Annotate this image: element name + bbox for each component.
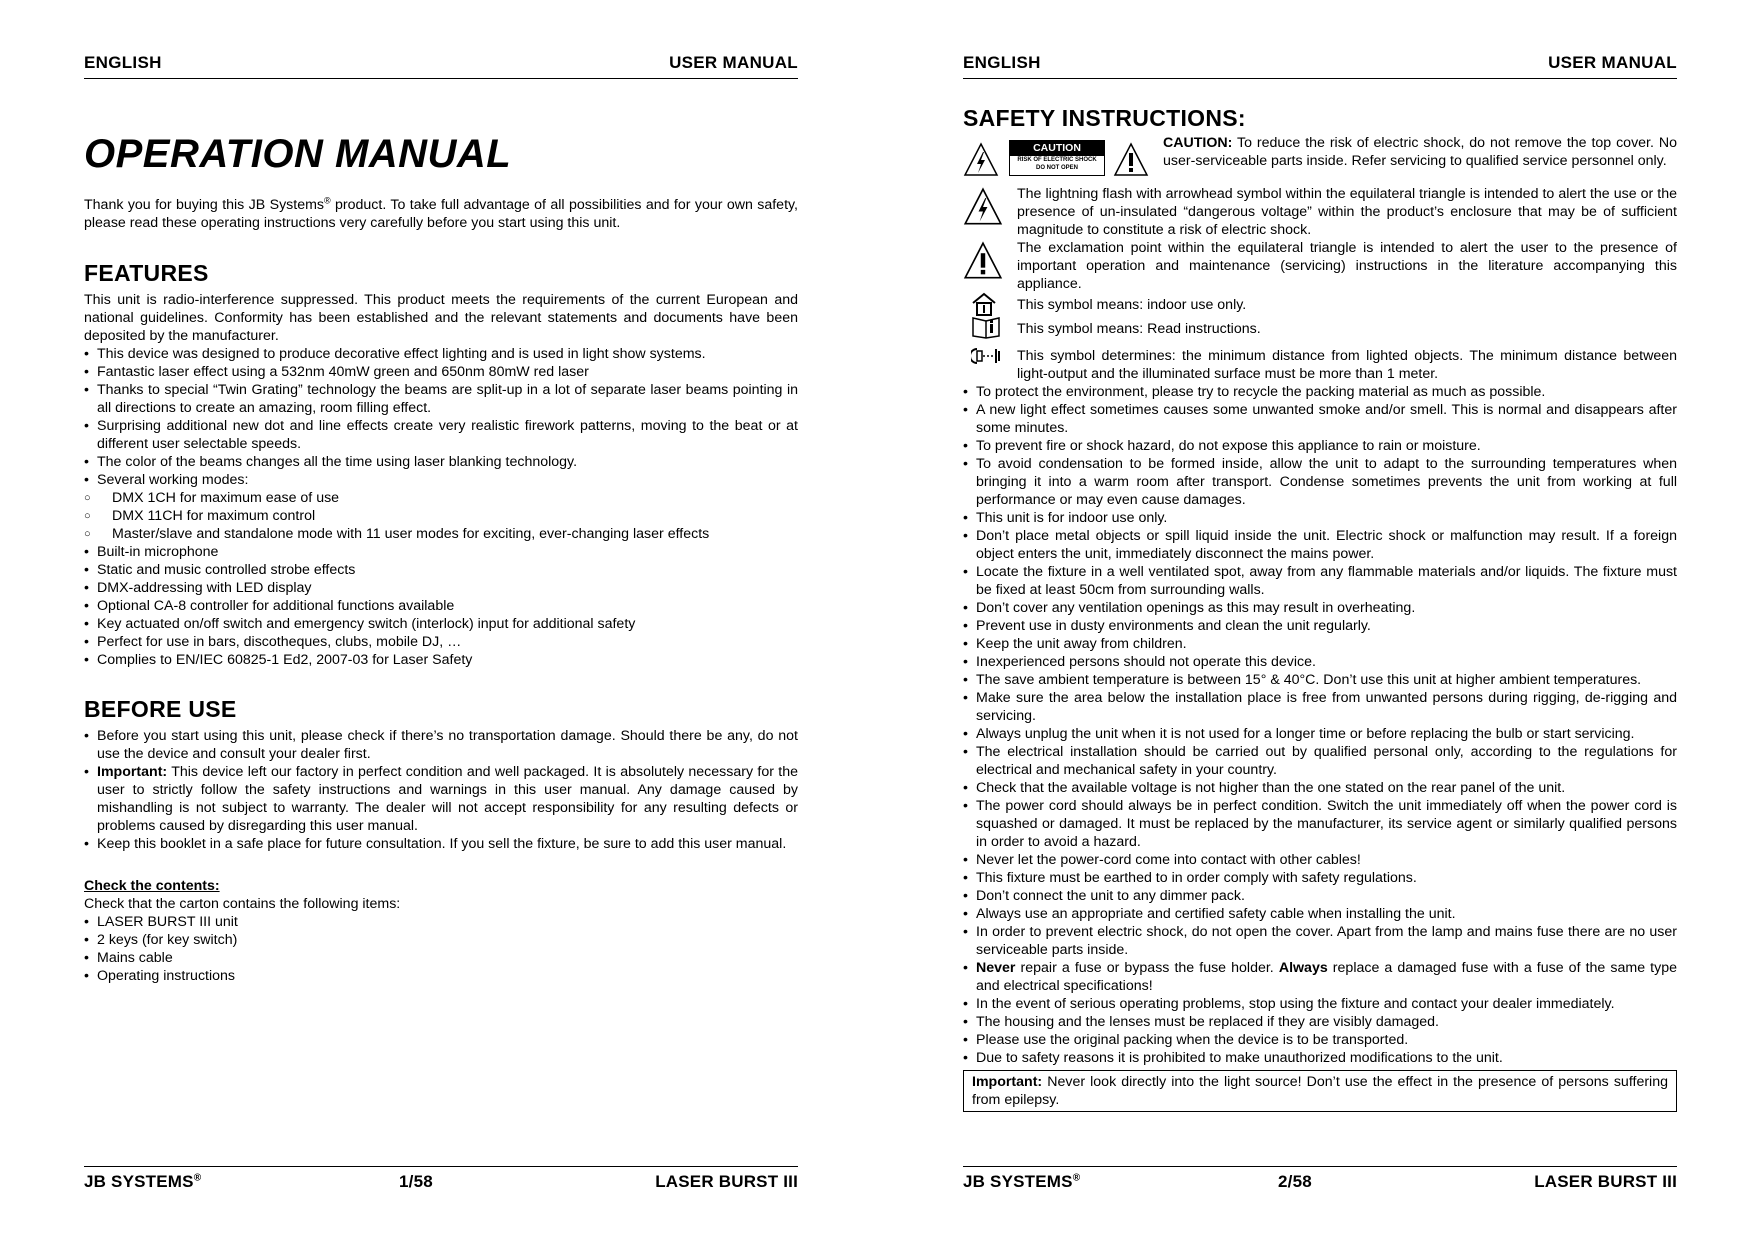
footer-brand: JB SYSTEMS® (963, 1172, 1081, 1191)
list-item: ○ DMX 1CH for maximum ease of use (84, 489, 798, 507)
header-language: ENGLISH (963, 53, 1041, 72)
list-item: • Never let the power-cord come into contact with other cables! (963, 851, 1677, 869)
modes-list (84, 489, 798, 543)
before-use-heading: BEFORE USE (84, 696, 237, 722)
list-item: • Complies to EN/IEC 60825-1 Ed2, 2007-03 for Laser Safety (84, 651, 798, 669)
features-heading: FEATURES (84, 260, 209, 286)
features-list-b (84, 543, 798, 669)
page-2 (963, 0, 1677, 1240)
indoor-house-icon (971, 291, 997, 317)
list-item: • Several working modes: (84, 471, 798, 489)
caution-label-box: CAUTION RISK OF ELECTRIC SHOCK DO NOT OPEN (1009, 140, 1105, 176)
list-item: • Locate the fixture in a well ventilated spot, away from any flammable materials and/or liquids. The fixture must be fixed at least 50cm from surrounding walls. (963, 563, 1677, 599)
page-1-content (84, 196, 798, 985)
list-item: • Due to safety reasons it is prohibited to make unauthorized modifications to the unit. (963, 1049, 1677, 1067)
read-instructions-row: This symbol means: Read instructions. (963, 317, 1677, 341)
list-item: • Please use the original packing when the device is to be transported. (963, 1031, 1677, 1049)
minimum-distance-icon (971, 347, 1003, 365)
list-item: • Surprising additional new dot and line effects create very realistic firework patterns, moving to the beat or at different user selectable speeds. (84, 417, 798, 453)
list-item: • The save ambient temperature is between 15° & 40°C. Don’t use this unit at higher ambient temperatures. (963, 671, 1677, 689)
footer-product: LASER BURST III (655, 1172, 798, 1191)
list-item: • Before you start using this unit, please check if there’s no transportation damage. Should there be any, do not use the device and consult your dealer first. (84, 727, 798, 763)
list-item: • Always use an appropriate and certified safety cable when installing the unit. (963, 905, 1677, 923)
exclamation-explanation: The exclamation point within the equilateral triangle is intended to alert the user to the presence of important operation and maintenance (servicing) instructions in the literature accompanying this appliance. (963, 239, 1677, 293)
list-item: • DMX-addressing with LED display (84, 579, 798, 597)
list-item: • Static and music controlled strobe effects (84, 561, 798, 579)
page-footer (963, 1166, 1677, 1191)
list-item: • Check that the available voltage is not higher than the one stated on the rear panel of the unit. (963, 779, 1677, 797)
list-item: • Perfect for use in bars, discotheques, clubs, mobile DJ, … (84, 633, 798, 651)
page-2-content (963, 104, 1677, 1112)
footer-page-number: 1/58 (399, 1172, 433, 1191)
list-item: • Don’t place metal objects or spill liquid inside the unit. Electric shock or malfunction may result. If a foreign object enters the unit, immediately disconnect the mains power. (963, 527, 1677, 563)
check-contents-list (84, 913, 798, 985)
list-item: • Important: This device left our factory in perfect condition and well packaged. It is absolutely necessary for the user to strictly follow the safety instructions and warnings in this user manual. Any damage caused by mishandling is not subject to warranty. The dealer will not accept responsibility for any resulting defects or problems caused by disregarding this user manual. (84, 763, 798, 835)
list-item: • Key actuated on/off switch and emergency switch (interlock) input for additional safety (84, 615, 798, 633)
indoor-use-row: This symbol means: indoor use only. (963, 293, 1677, 317)
list-item: • The color of the beams changes all the time using laser blanking technology. (84, 453, 798, 471)
safety-instructions-heading: SAFETY INSTRUCTIONS: (963, 105, 1246, 131)
minimum-distance-row: This symbol determines: the minimum distance from lighted objects. The minimum distance between light-output and the illuminated surface must be more than 1 meter. (963, 347, 1677, 383)
read-instructions-book-icon (971, 315, 1001, 339)
lightning-warning-icon (963, 142, 999, 178)
lightning-explanation: The lightning flash with arrowhead symbol within the equilateral triangle is intended to alert the use or the presence of un-insulated “dangerous voltage” within the product’s enclosure that may be of sufficient magnitude to constitute a risk of electric shock. (963, 185, 1677, 239)
list-item: • Keep this booklet in a safe place for future consultation. If you sell the fixture, be sure to add this user manual. (84, 835, 798, 853)
list-item: • Prevent use in dusty environments and clean the unit regularly. (963, 617, 1677, 635)
intro-paragraph: Thank you for buying this JB Systems® product. To take full advantage of all possibilities and for your own safety, please read these operating instructions very carefully before you start using this unit. (84, 195, 798, 231)
list-item: • The housing and the lenses must be replaced if they are visibly damaged. (963, 1013, 1677, 1031)
list-item: • To avoid condensation to be formed inside, allow the unit to adapt to the surrounding temperatures when bringing it into a warm room after transport. Condense sometimes prevents the unit from working at full performance or may even cause damages. (963, 455, 1677, 509)
page-1 (84, 0, 798, 1240)
list-item: • Thanks to special “Twin Grating” technology the beams are split-up in a lot of separate laser beams pointing in all directions to create an amazing, room filling effect. (84, 381, 798, 417)
list-item: • Make sure the area below the installation place is free from unwanted persons during rigging, de-rigging and servicing. (963, 689, 1677, 725)
list-item: • Fantastic laser effect using a 532nm 40mW green and 650nm 80mW red laser (84, 363, 798, 381)
header-doc-type: USER MANUAL (1548, 53, 1677, 72)
list-item: • Mains cable (84, 949, 798, 967)
list-item: • The power cord should always be in perfect condition. Switch the unit immediately off when the power cord is squashed or damaged. It must be replaced by the manufacturer, its service agent or similarly qualified persons in order to avoid a hazard. (963, 797, 1677, 851)
footer-brand: JB SYSTEMS® (84, 1172, 202, 1191)
footer-page-number: 2/58 (1278, 1172, 1312, 1191)
list-item: • This unit is for indoor use only. (963, 509, 1677, 527)
list-item: • Optional CA-8 controller for additional functions available (84, 597, 798, 615)
list-item: • LASER BURST III unit (84, 913, 798, 931)
list-item: • 2 keys (for key switch) (84, 931, 798, 949)
list-item: • This device was designed to produce decorative effect lighting and is used in light show systems. (84, 345, 798, 363)
list-item: • Operating instructions (84, 967, 798, 985)
safety-list-fuse (963, 959, 1677, 995)
exclamation-triangle-icon (963, 241, 1003, 281)
header-language: ENGLISH (84, 53, 162, 72)
check-contents-heading: Check the contents: (84, 878, 220, 894)
list-item: • To protect the environment, please try to recycle the packing material as much as possible. (963, 383, 1677, 401)
list-item: • To prevent fire or shock hazard, do not expose this appliance to rain or moisture. (963, 437, 1677, 455)
features-list-a (84, 345, 798, 489)
list-item: • This fixture must be earthed to in order comply with safety regulations. (963, 869, 1677, 887)
list-item: • Don’t cover any ventilation openings as this may result in overheating. (963, 599, 1677, 617)
exclamation-warning-icon (1113, 142, 1149, 178)
footer-product: LASER BURST III (1534, 1172, 1677, 1191)
check-contents-intro: Check that the carton contains the following items: (84, 896, 401, 912)
page-header (84, 54, 798, 79)
page-header (963, 54, 1677, 79)
list-item: • Built-in microphone (84, 543, 798, 561)
lightning-triangle-icon (963, 187, 1003, 227)
list-item: • Never repair a fuse or bypass the fuse holder. Always replace a damaged fuse with a fuse of the same type and electrical specifications! (963, 959, 1677, 995)
list-item: • A new light effect sometimes causes some unwanted smoke and/or smell. This is normal and disappears after some minutes. (963, 401, 1677, 437)
list-item: • In order to prevent electric shock, do not open the cover. Apart from the lamp and mains fuse there are no user serviceable parts inside. (963, 923, 1677, 959)
before-use-list (84, 727, 798, 853)
list-item: ○ Master/slave and standalone mode with 11 user modes for exciting, ever-changing laser effects (84, 525, 798, 543)
list-item: • In the event of serious operating problems, stop using the fixture and contact your dealer immediately. (963, 995, 1677, 1013)
operation-manual-title: OPERATION MANUAL (84, 132, 512, 176)
caution-row (963, 134, 1677, 188)
important-notice-box: Important: Never look directly into the light source! Don’t use the effect in the presence of persons suffering from epilepsy. (963, 1070, 1677, 1112)
caution-text: CAUTION: To reduce the risk of electric shock, do not remove the top cover. No user-serviceable parts inside. Refer servicing to qualified service personnel only. (1163, 135, 1677, 169)
list-item: • Don’t connect the unit to any dimmer pack. (963, 887, 1677, 905)
list-item: • The electrical installation should be carried out by qualified personal only, according to the regulations for electrical and mechanical safety in your country. (963, 743, 1677, 779)
list-item: • Always unplug the unit when it is not used for a longer time or before replacing the bulb or start servicing. (963, 725, 1677, 743)
features-intro: This unit is radio-interference suppressed. This product meets the requirements of the current European and national guidelines. Conformity has been established and the relevant statements and documents have been deposited by the manufacturer. (84, 292, 798, 344)
list-item: ○ DMX 11CH for maximum control (84, 507, 798, 525)
page-footer (84, 1166, 798, 1191)
safety-list-b (963, 995, 1677, 1067)
header-doc-type: USER MANUAL (669, 53, 798, 72)
list-item: • Keep the unit away from children. (963, 635, 1677, 653)
list-item: • Inexperienced persons should not operate this device. (963, 653, 1677, 671)
safety-list-a (963, 383, 1677, 959)
